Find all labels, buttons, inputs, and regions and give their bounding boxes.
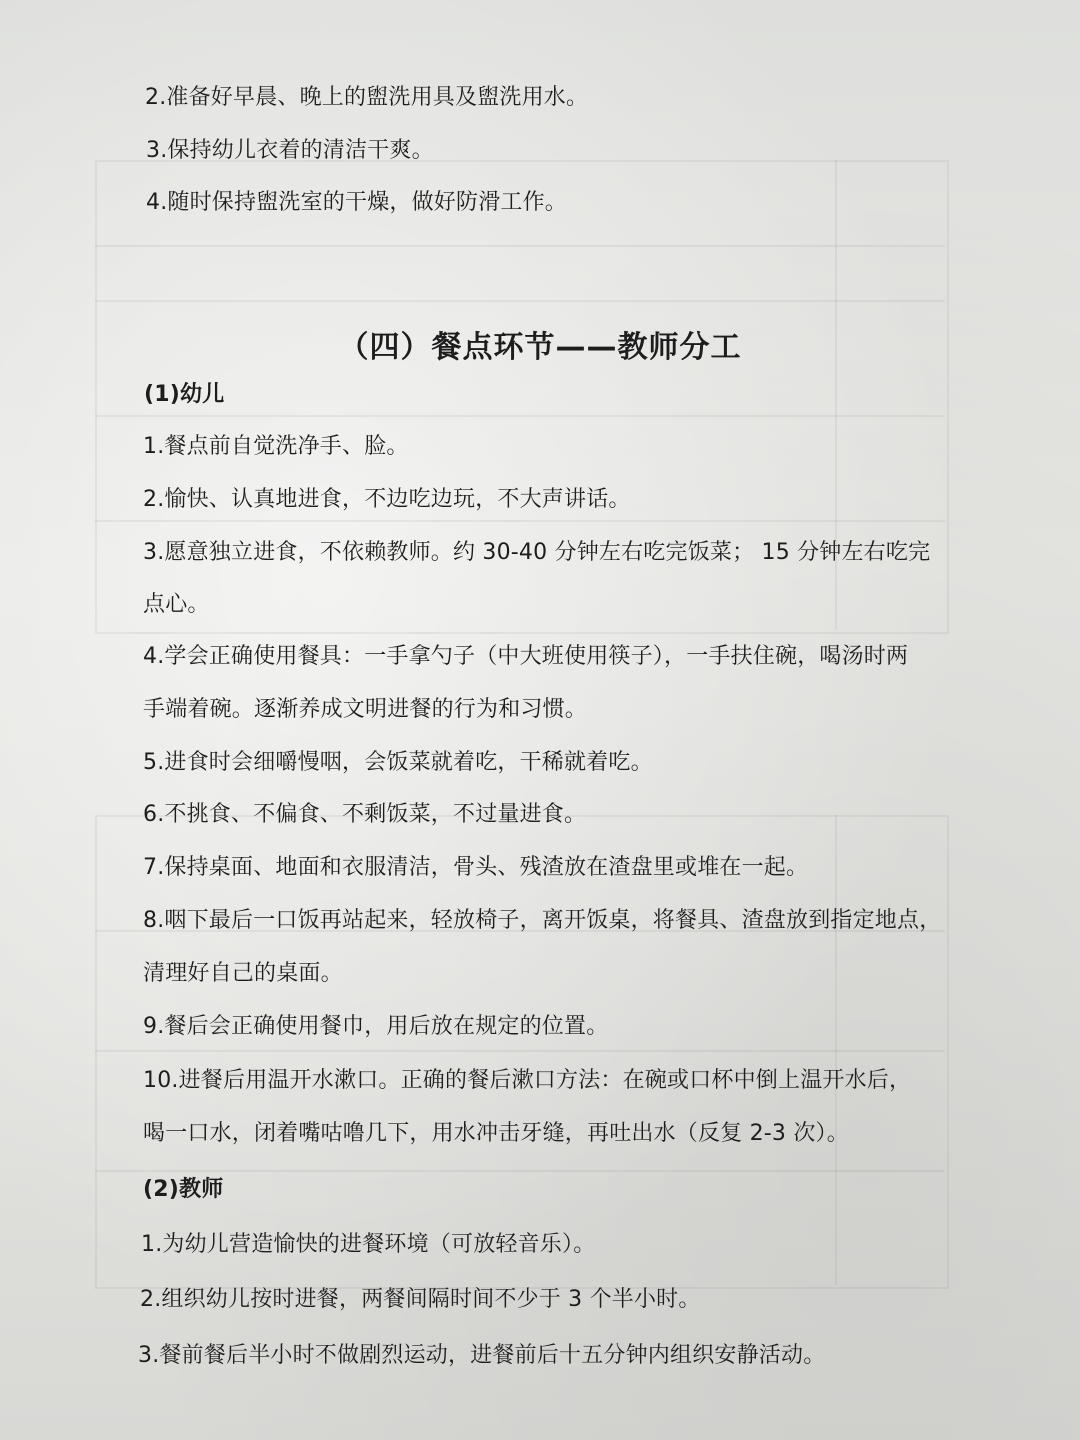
children-line-9: 9.餐后会正确使用餐巾，用后放在规定的位置。: [143, 1014, 609, 1039]
bleed-through-rule: [95, 415, 945, 417]
children-line-8: 8.咽下最后一口饭再站起来，轻放椅子，离开饭桌，将餐具、渣盘放到指定地点，: [143, 908, 942, 933]
bleed-through-table-bottom: [95, 815, 949, 1289]
children-line-5: 5.进食时会细嚼慢咽，会饭菜就着吃，干稀就着吃。: [143, 750, 653, 775]
top-item-4: 4.随时保持盥洗室的干燥，做好防滑工作。: [146, 190, 567, 215]
bleed-through-rule: [95, 300, 945, 302]
children-line-4: 4.学会正确使用餐具：一手拿勺子（中大班使用筷子），一手扶住碗，喝汤时两: [143, 644, 909, 669]
section-title: （四）餐点环节——教师分工: [338, 330, 742, 365]
children-line-10: 10.进餐后用温开水漱口。正确的餐后漱口方法：在碗或口杯中倒上温开水后，: [143, 1068, 912, 1093]
children-heading: (1)幼儿: [144, 382, 225, 407]
children-line-4-cont: 手端着碗。逐渐养成文明进餐的行为和习惯。: [143, 697, 588, 722]
bleed-through-rule: [95, 1050, 945, 1052]
children-line-2: 2.愉快、认真地进食，不边吃边玩，不大声讲话。: [143, 487, 631, 512]
children-line-7: 7.保持桌面、地面和衣服清洁，骨头、残渣放在渣盘里或堆在一起。: [143, 855, 809, 880]
teachers-line-3: 3.餐前餐后半小时不做剧烈运动，进餐前后十五分钟内组织安静活动。: [138, 1343, 826, 1368]
children-line-10-cont: 喝一口水，闭着嘴咕噜几下，用水冲击牙缝，再吐出水（反复 2-3 次）。: [143, 1121, 849, 1146]
bleed-through-rule: [95, 245, 945, 247]
children-line-8-cont: 清理好自己的桌面。: [143, 961, 343, 986]
children-line-6: 6.不挑食、不偏食、不剩饭菜，不过量进食。: [143, 802, 587, 827]
bleed-through-rule: [835, 815, 837, 1285]
children-line-1: 1.餐点前自觉洗净手、脸。: [143, 434, 409, 459]
children-line-3: 3.愿意独立进食，不依赖教师。约 30-40 分钟左右吃完饭菜； 15 分钟左右吃完: [143, 540, 931, 565]
bleed-through-rule: [95, 520, 945, 522]
top-item-3: 3.保持幼儿衣着的清洁干爽。: [146, 138, 434, 163]
top-item-2: 2.准备好早晨、晚上的盥洗用具及盥洗用水。: [145, 85, 589, 110]
teachers-line-1: 1.为幼儿营造愉快的进餐环境（可放轻音乐）。: [141, 1232, 596, 1257]
children-line-3-cont: 点心。: [143, 592, 210, 617]
teachers-heading: (2)教师: [143, 1177, 224, 1202]
teachers-line-2: 2.组织幼儿按时进餐，两餐间隔时间不少于 3 个半小时。: [140, 1287, 701, 1312]
bleed-through-rule: [95, 1170, 945, 1172]
